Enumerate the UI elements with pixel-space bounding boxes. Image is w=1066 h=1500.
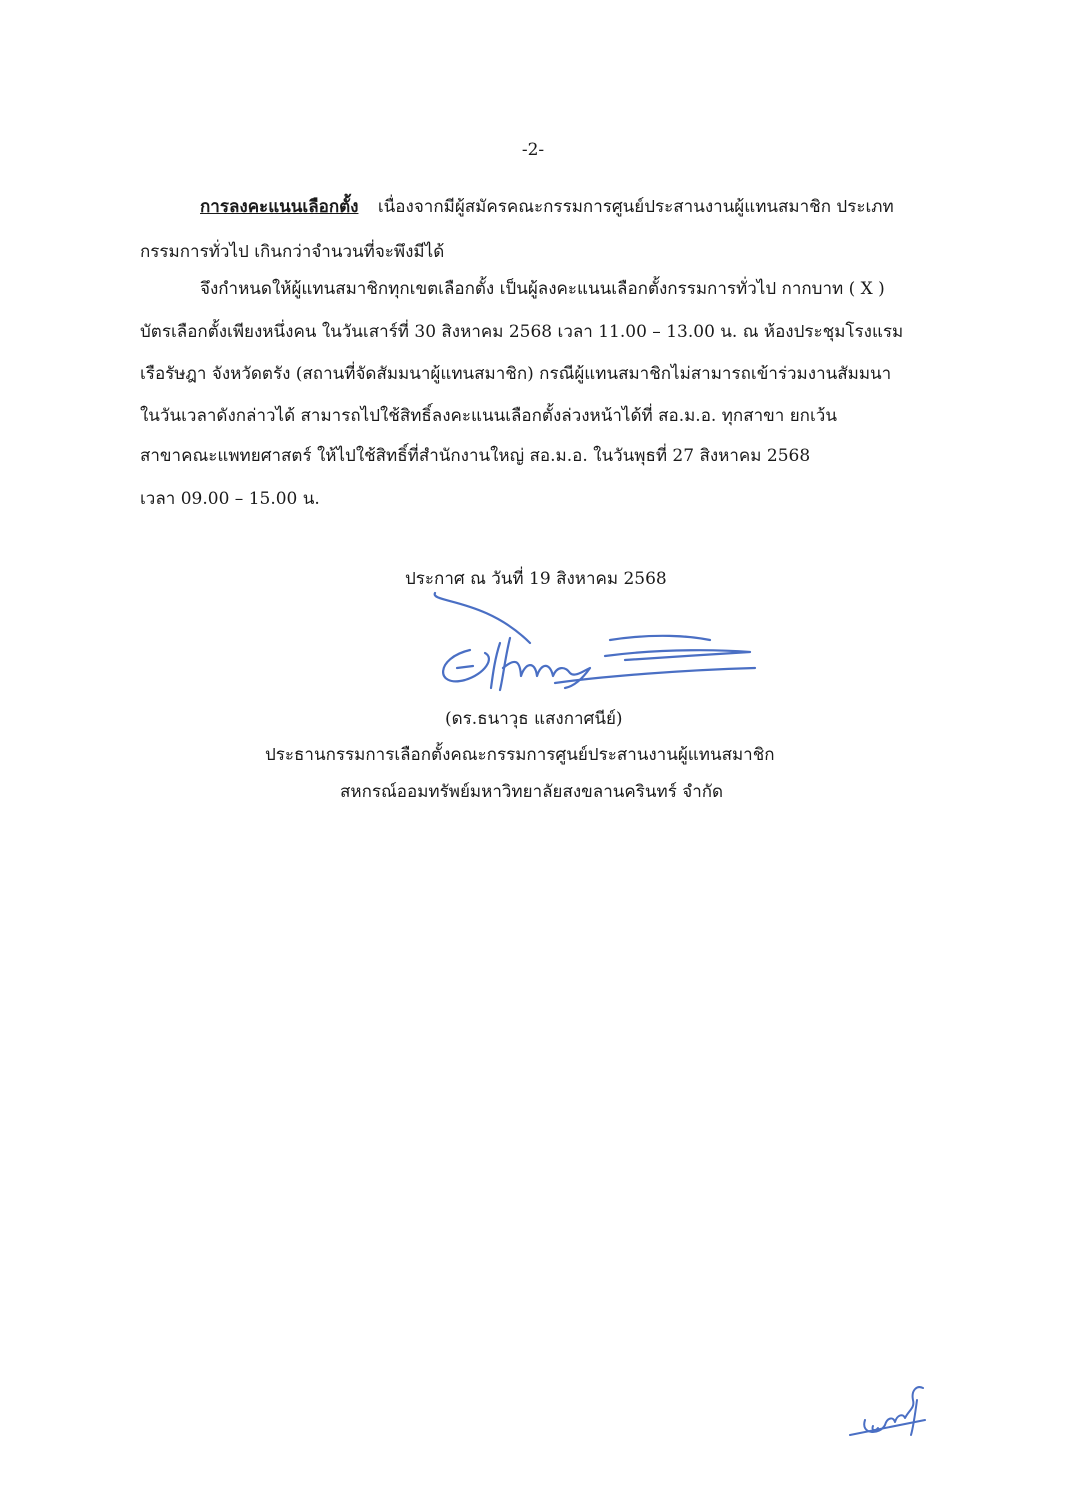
voting-line2: กรรมการทั่วไป เกินกว่าจำนวนที่จะพึงมีได้: [140, 242, 445, 262]
page-number: -2-: [521, 140, 545, 160]
initials-signature: [845, 1380, 935, 1445]
voting-line1-text: เนื่องจากมีผู้สมัครคณะกรรมการศูนย์ประสานงานผู้แทนสมาชิก ประเภท: [377, 197, 894, 217]
voting-paragraph-first-line: [200, 193, 894, 220]
signatory-organization: สหกรณ์ออมทรัพย์มหาวิทยาลัยสงขลานครินทร์ จำกัด: [340, 782, 724, 802]
handwritten-signature: [425, 588, 765, 703]
instructions-line3: เรือรัษฎา จังหวัดตรัง (สถานที่จัดสัมมนาผู้แทนสมาชิก) กรณีผู้แทนสมาชิกไม่สามารถเข้าร่วมงานสัมมนา: [140, 364, 892, 384]
instructions-line4: ในวันเวลาดังกล่าวได้ สามารถไปใช้สิทธิ์ลงคะแนนเลือกตั้งล่วงหน้าได้ที่ สอ.ม.อ. ทุกสาขา ยกเว้น: [140, 406, 837, 426]
instructions-line5: สาขาคณะแพทยศาสตร์ ให้ไปใช้สิทธิ์ที่สำนักงานใหญ่ สอ.ม.อ. ในวันพุธที่ 27 สิงหาคม 2568: [140, 446, 811, 466]
instructions-line1: จึงกำหนดให้ผู้แทนสมาชิกทุกเขตเลือกตั้ง เป็นผู้ลงคะแนนเลือกตั้งกรรมการทั่วไป กากบาท ( X ): [200, 279, 885, 299]
signatory-name: (ดร.ธนาวุธ แสงกาศนีย์): [445, 709, 623, 729]
instructions-line2: บัตรเลือกตั้งเพียงหนึ่งคน ในวันเสาร์ที่ 30 สิงหาคม 2568 เวลา 11.00 – 13.00 น. ณ ห้องประชุมโรงแรม: [140, 322, 904, 342]
announcement-date: ประกาศ ณ วันที่ 19 สิงหาคม 2568: [405, 569, 667, 589]
instructions-line6: เวลา 09.00 – 15.00 น.: [140, 489, 320, 509]
voting-heading: การลงคะแนนเลือกตั้ง: [200, 197, 359, 217]
signatory-position: ประธานกรรมการเลือกตั้งคณะกรรมการศูนย์ประสานงานผู้แทนสมาชิก: [265, 745, 775, 765]
